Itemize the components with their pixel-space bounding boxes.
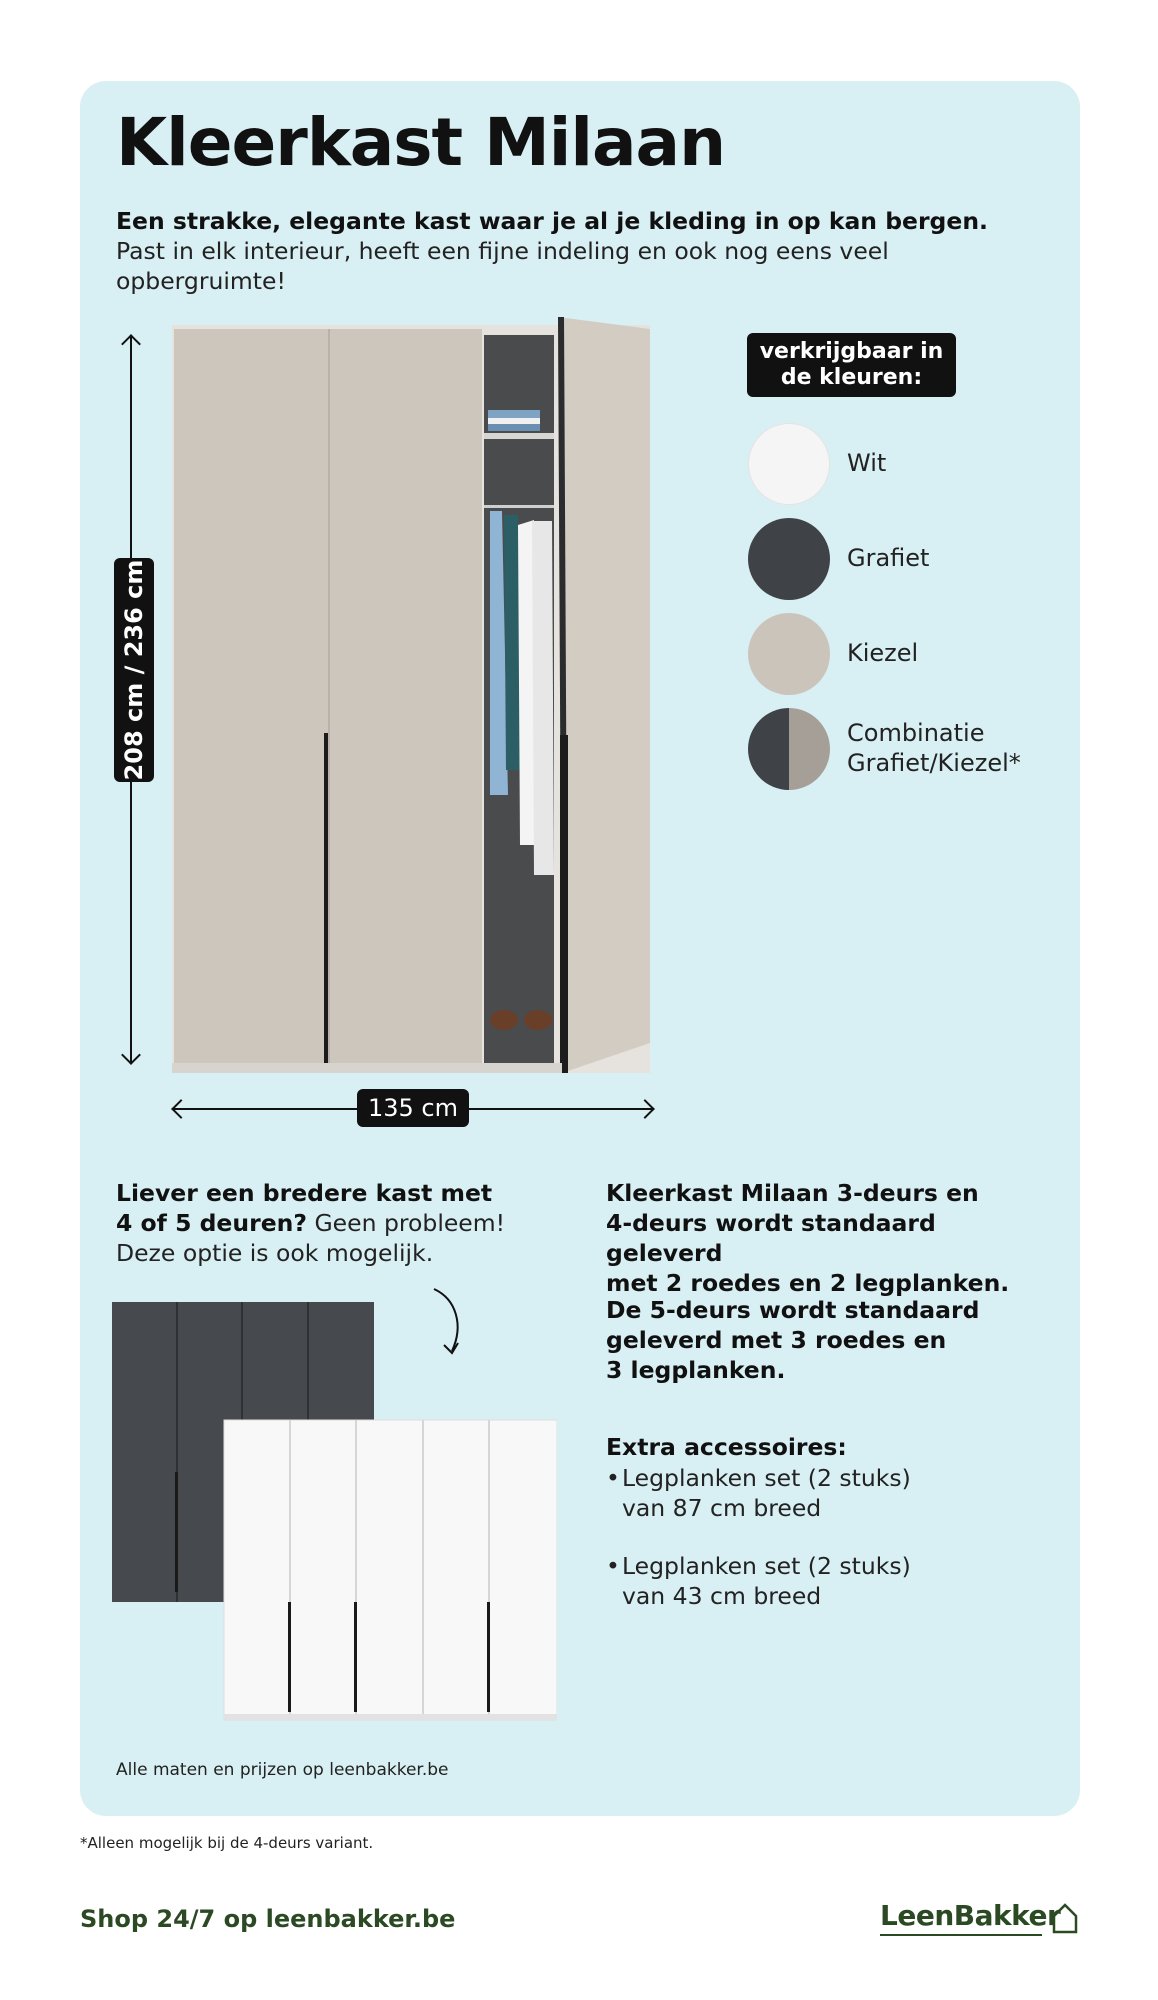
colors-heading-badge: verkrijgbaar in de kleuren: (747, 333, 956, 397)
house-icon (1052, 1902, 1078, 1934)
bullet-icon: • (606, 1464, 620, 1492)
info-p1-line-3: met 2 roedes en 2 legplanken. (606, 1269, 1010, 1297)
accessories-title: Extra accessoires: (606, 1433, 847, 1461)
wider-option-text (116, 1178, 536, 1268)
info-p2-line-3: 3 legplanken. (606, 1356, 786, 1384)
swatch-wit (748, 423, 830, 505)
height-badge: 208 cm / 236 cm (114, 558, 154, 782)
swatch-label-combinatie: Combinatie Grafiet/Kiezel* (847, 719, 1021, 777)
accessory-line-2: van 87 cm breed (622, 1494, 822, 1522)
wardrobe-image (172, 315, 652, 1075)
swatch-combinatie (748, 708, 830, 790)
swatch-label-grafiet: Grafiet (847, 544, 930, 572)
shop-link[interactable]: Shop 24/7 op leenbakker.be (80, 1905, 456, 1933)
wider-regular-2: Geen probleem! (307, 1209, 506, 1237)
info-p2-line-2: geleverd met 3 roedes en (606, 1326, 947, 1354)
info-p2-line-1: De 5-deurs wordt standaard (606, 1296, 980, 1324)
accessory-item (606, 1551, 911, 1611)
wider-regular-3: Deze optie is ook mogelijk. (116, 1239, 434, 1267)
swatch-label-wit: Wit (847, 449, 887, 477)
intro-regular: Past in elk interieur, heeft een fijne indeling en ook nog eens veel opbergruimte! (116, 237, 889, 295)
prices-note: Alle maten en prijzen op leenbakker.be (116, 1760, 449, 1780)
info-paragraph-1 (606, 1178, 1056, 1298)
intro-text (116, 206, 1036, 296)
wider-bold-2: 4 of 5 deuren? (116, 1209, 307, 1237)
footnote: *Alleen mogelijk bij de 4-deurs variant. (80, 1834, 374, 1852)
logo-underline (880, 1934, 1042, 1936)
info-p1-line-2: 4-deurs wordt standaard geleverd (606, 1209, 936, 1267)
leenbakker-logo[interactable]: LeenBakker (880, 1899, 1061, 1932)
info-paragraph-2 (606, 1295, 1056, 1385)
width-badge: 135 cm (357, 1089, 469, 1127)
page-title: Kleerkast Milaan (116, 104, 726, 181)
wider-bold-1: Liever een bredere kast met (116, 1179, 493, 1207)
info-p1-line-1: Kleerkast Milaan 3-deurs en (606, 1179, 979, 1207)
accessory-item (606, 1463, 911, 1523)
swatch-label-kiezel: Kiezel (847, 639, 919, 667)
accessory-line-1: Legplanken set (2 stuks) (622, 1552, 911, 1580)
swatch-grafiet (748, 518, 830, 600)
bullet-icon: • (606, 1552, 620, 1580)
intro-bold: Een strakke, elegante kast waar je al je kleding in op kan bergen. (116, 207, 988, 235)
swatch-kiezel (748, 613, 830, 695)
accessory-line-2: van 43 cm breed (622, 1582, 822, 1610)
accessory-line-1: Legplanken set (2 stuks) (622, 1464, 911, 1492)
wide-wardrobes-image (112, 1302, 557, 1722)
